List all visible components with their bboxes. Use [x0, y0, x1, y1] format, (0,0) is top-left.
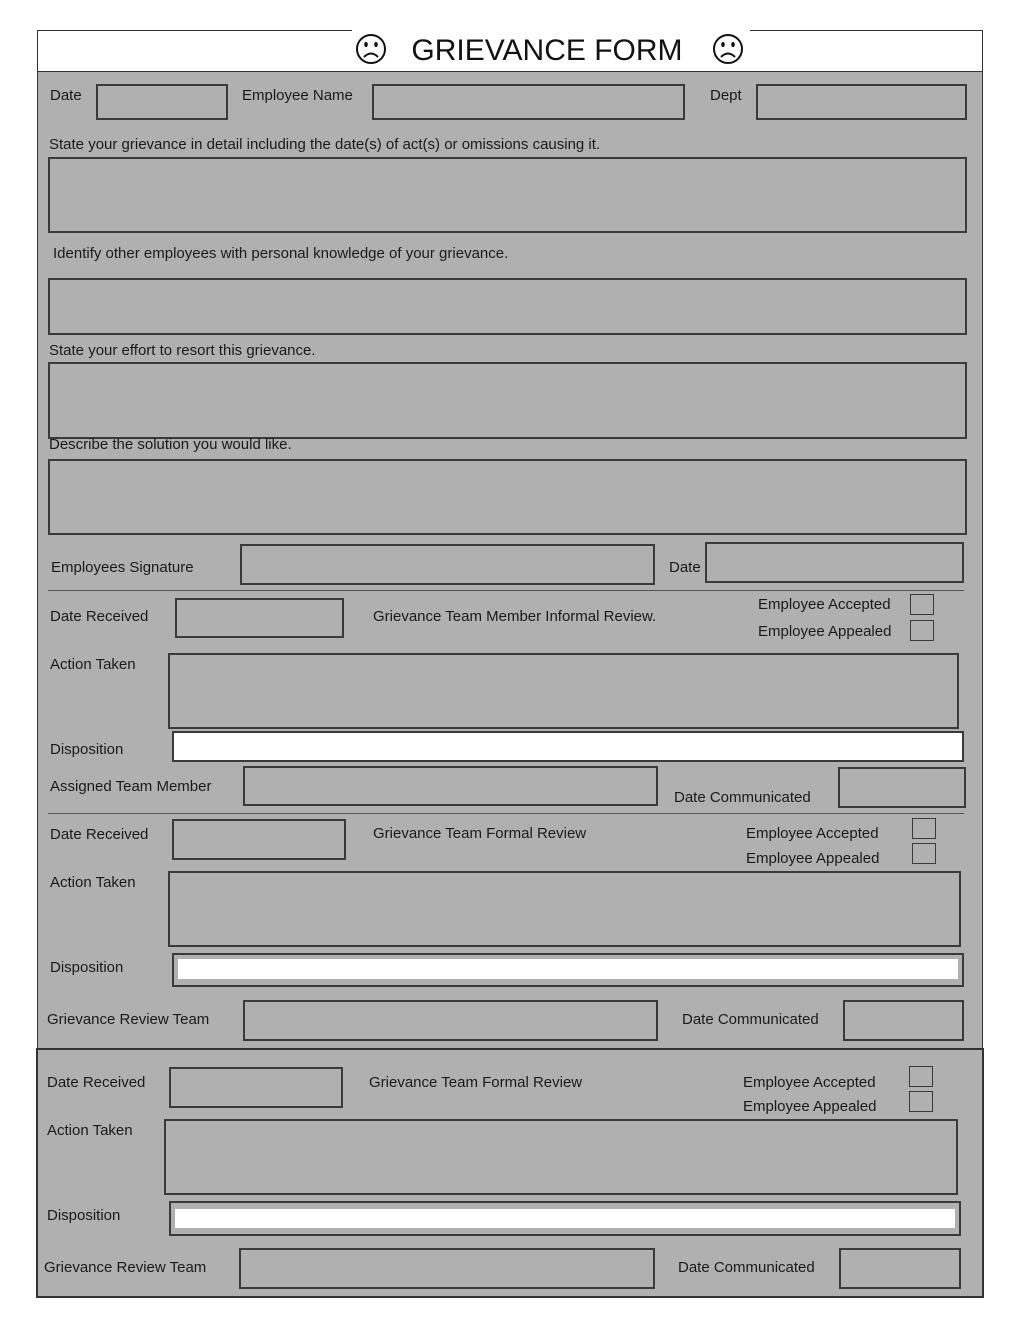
formal1-accepted-label: Employee Accepted — [746, 825, 879, 842]
dept-label: Dept — [710, 87, 742, 104]
informal-date-communicated-label: Date Communicated — [674, 789, 811, 806]
informal-action-taken-field[interactable] — [168, 653, 959, 729]
informal-action-taken-label: Action Taken — [50, 656, 136, 673]
formal1-date-communicated-label: Date Communicated — [682, 1011, 819, 1028]
informal-disposition-field[interactable] — [172, 731, 964, 762]
signature-field[interactable] — [240, 544, 655, 585]
frown-face-icon — [711, 32, 745, 66]
formal2-appealed-label: Employee Appealed — [743, 1098, 877, 1115]
section-divider — [48, 590, 964, 591]
formal1-appealed-checkbox[interactable] — [912, 843, 936, 864]
informal-date-communicated-field[interactable] — [838, 767, 966, 808]
date-field[interactable] — [96, 84, 228, 120]
grievance-detail-label: State your grievance in detail including the date(s) of act(s) or omissions causing it. — [49, 136, 601, 153]
formal1-review-team-field[interactable] — [243, 1000, 658, 1041]
signature-date-label: Date — [669, 559, 701, 576]
formal2-appealed-checkbox[interactable] — [909, 1091, 933, 1112]
informal-date-received-label: Date Received — [50, 608, 149, 625]
formal1-review-title: Grievance Team Formal Review — [373, 825, 587, 842]
informal-review-title: Grievance Team Member Informal Review. — [373, 608, 657, 625]
formal2-review-team-field[interactable] — [239, 1248, 655, 1289]
informal-disposition-label: Disposition — [50, 741, 124, 758]
formal2-review-title: Grievance Team Formal Review — [369, 1074, 583, 1091]
page-title: GRIEVANCE FORM — [411, 34, 683, 67]
informal-assigned-label: Assigned Team Member — [50, 778, 212, 795]
formal2-review-team-label: Grievance Review Team — [44, 1259, 207, 1276]
signature-date-field[interactable] — [705, 542, 964, 583]
signature-label: Employees Signature — [51, 559, 194, 576]
formal1-date-received-field[interactable] — [172, 819, 346, 860]
formal1-date-received-label: Date Received — [50, 826, 149, 843]
informal-assigned-field[interactable] — [243, 766, 658, 806]
solution-field[interactable] — [48, 459, 967, 535]
formal2-accepted-label: Employee Accepted — [743, 1074, 876, 1091]
formal2-date-received-field[interactable] — [169, 1067, 343, 1108]
formal1-disposition-label: Disposition — [50, 959, 124, 976]
grievance-detail-field[interactable] — [48, 157, 967, 233]
informal-accepted-label: Employee Accepted — [758, 596, 891, 613]
formal1-disposition-field[interactable] — [172, 953, 964, 987]
other-employees-field[interactable] — [48, 278, 967, 335]
formal1-review-team-label: Grievance Review Team — [47, 1011, 210, 1028]
informal-date-received-field[interactable] — [175, 598, 344, 638]
formal1-appealed-label: Employee Appealed — [746, 850, 880, 867]
formal1-action-taken-label: Action Taken — [50, 874, 136, 891]
date-label: Date — [50, 87, 82, 104]
employee-name-field[interactable] — [372, 84, 685, 120]
effort-label: State your effort to resort this grievance. — [49, 342, 316, 359]
other-employees-label: Identify other employees with personal knowledge of your grievance. — [53, 245, 509, 262]
effort-field[interactable] — [48, 362, 967, 439]
dept-field[interactable] — [756, 84, 967, 120]
frown-face-icon — [354, 32, 388, 66]
formal2-disposition-field[interactable] — [169, 1201, 961, 1236]
formal1-disposition-inner — [178, 959, 958, 979]
formal2-accepted-checkbox[interactable] — [909, 1066, 933, 1087]
section-divider — [48, 813, 964, 814]
formal2-action-taken-label: Action Taken — [47, 1122, 133, 1139]
informal-appealed-label: Employee Appealed — [758, 623, 892, 640]
informal-appealed-checkbox[interactable] — [910, 620, 934, 641]
formal1-date-communicated-field[interactable] — [843, 1000, 964, 1041]
formal2-date-communicated-label: Date Communicated — [678, 1259, 815, 1276]
employee-name-label: Employee Name — [242, 87, 353, 104]
formal2-action-taken-field[interactable] — [164, 1119, 958, 1195]
formal1-accepted-checkbox[interactable] — [912, 818, 936, 839]
solution-label: Describe the solution you would like. — [49, 436, 292, 453]
formal1-action-taken-field[interactable] — [168, 871, 961, 947]
formal2-date-communicated-field[interactable] — [839, 1248, 961, 1289]
informal-accepted-checkbox[interactable] — [910, 594, 934, 615]
formal2-disposition-label: Disposition — [47, 1207, 121, 1224]
formal2-date-received-label: Date Received — [47, 1074, 146, 1091]
formal2-disposition-inner — [175, 1209, 955, 1228]
